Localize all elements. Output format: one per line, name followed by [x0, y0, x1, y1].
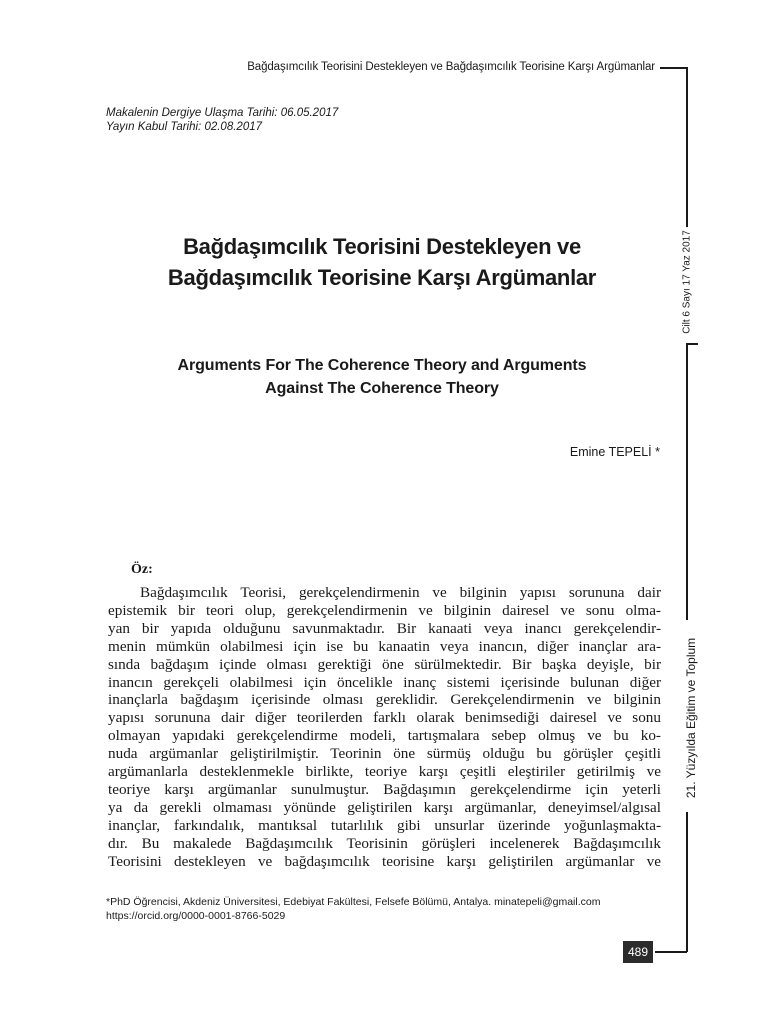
abstract-line: inançlarla bağdaşım içerisinde olması gereklidir. Gerekçelendirmenin ve bilginin — [108, 691, 661, 709]
article-dates — [106, 106, 338, 134]
english-title-line-2: Against The Coherence Theory — [265, 380, 499, 397]
side-rule-bottom — [686, 812, 688, 952]
abstract-line: dır. Bu makalede Bağdaşımcılık Teorisinin görüşleri incelenerek Bağdaşımcılık — [108, 834, 661, 852]
article-title — [106, 231, 658, 293]
running-head: Bağdaşımcılık Teorisini Destekleyen ve Bağdaşımcılık Teorisine Karşı Argümanlar — [247, 61, 655, 73]
abstract-line: olmayan yapıdaki gerekçelendirme modeli, tartışmalara sebep olmuş ve bu ko- — [108, 727, 661, 745]
abstract-line: yapısı sorununa dair diğer teorilerden farklı olarak benimsediği dairesel ve sonu — [108, 709, 661, 727]
journal-name-text: 21. Yüzyılda Eğitim ve Toplum — [684, 637, 698, 799]
side-rule-top — [686, 67, 688, 227]
running-head-rule — [660, 67, 687, 69]
title-line-2: Bağdaşımcılık Teorisine Karşı Argümanlar — [167, 265, 597, 290]
abstract-line: Bağdaşımcılık Teorisi, gerekçelendirmenin ve bilginin yapısı sorununa dair — [140, 584, 661, 601]
abstract-line: Teorisini destekleyen ve bağdaşımcılık teorisine karşı geliştirilen argümanlar ve — [108, 852, 661, 870]
english-title — [106, 354, 658, 400]
side-rule-tick-middle — [686, 343, 698, 345]
page-number: 489 — [623, 941, 653, 963]
abstract-line: menin mümkün olabilmesi için ise bu kanaatin veya inancın, diğer inançlar ara- — [108, 637, 661, 655]
page-number-rule — [655, 951, 687, 953]
abstract-line: inancın gerekçeli olabilmesi için öncelikle inanç sistemi içerisinde bulunan diğer — [108, 673, 661, 691]
abstract-heading: Öz: — [131, 562, 153, 577]
abstract-line: inançlar, farkındalık, mantıksal tutarlılık gibi unsurlar üzerinde yoğunlaşmakta- — [108, 816, 661, 834]
abstract-line: yan bir yapıda olduğunu savunmaktadır. Bir kanaati veya inancı gerekçelendir- — [108, 619, 661, 637]
side-rule-middle — [686, 343, 688, 620]
accepted-date: Yayın Kabul Tarihi: 02.08.2017 — [106, 121, 263, 133]
author-footnote — [106, 895, 600, 923]
english-title-line-1: Arguments For The Coherence Theory and Arguments — [177, 357, 587, 374]
abstract-line: nuda argümanlar geliştirilmiştir. Teorinin öne sürmüş olduğu bu görüşler çeşitli — [108, 745, 661, 763]
abstract-line: argümanlarla desteklenmekle birlikte, teoriye karşı çeşitli eleştiriler getirilmiş ve — [108, 763, 661, 781]
received-date: Makalenin Dergiye Ulaşma Tarihi: 06.05.2017 — [106, 107, 339, 119]
footnote-orcid[interactable]: https://orcid.org/0000-0001-8766-5029 — [106, 910, 286, 922]
abstract-body — [108, 584, 661, 871]
abstract-line: teoriye karşı argümanlar sunulmuştur. Bağdaşımın gerekçelendirme için yeterli — [108, 780, 661, 798]
abstract-line: epistemik bir teori olup, gerekçelendirmenin ve bilginin dairesel ve sonu olma- — [108, 601, 661, 619]
abstract-line: sında bağdaşım içinde olması gerektiği öne sürülmektedir. Bir başka deyişle, bir — [108, 655, 661, 673]
footnote-affiliation: *PhD Öğrencisi, Akdeniz Üniversitesi, Edebiyat Fakültesi, Felsefe Bölümü, Antalya. minatepeli@gmail.com — [106, 896, 601, 908]
abstract-line: ya da gerekli olmaması yönünde geliştirilen karşı argümanlar, deneyimsel/algısal — [108, 798, 661, 816]
author-name: Emine TEPELİ * — [569, 445, 660, 459]
title-line-1: Bağdaşımcılık Teorisini Destekleyen ve — [183, 234, 581, 259]
issue-info-text: Cilt 6 Sayı 17 Yaz 2017 — [681, 230, 693, 334]
